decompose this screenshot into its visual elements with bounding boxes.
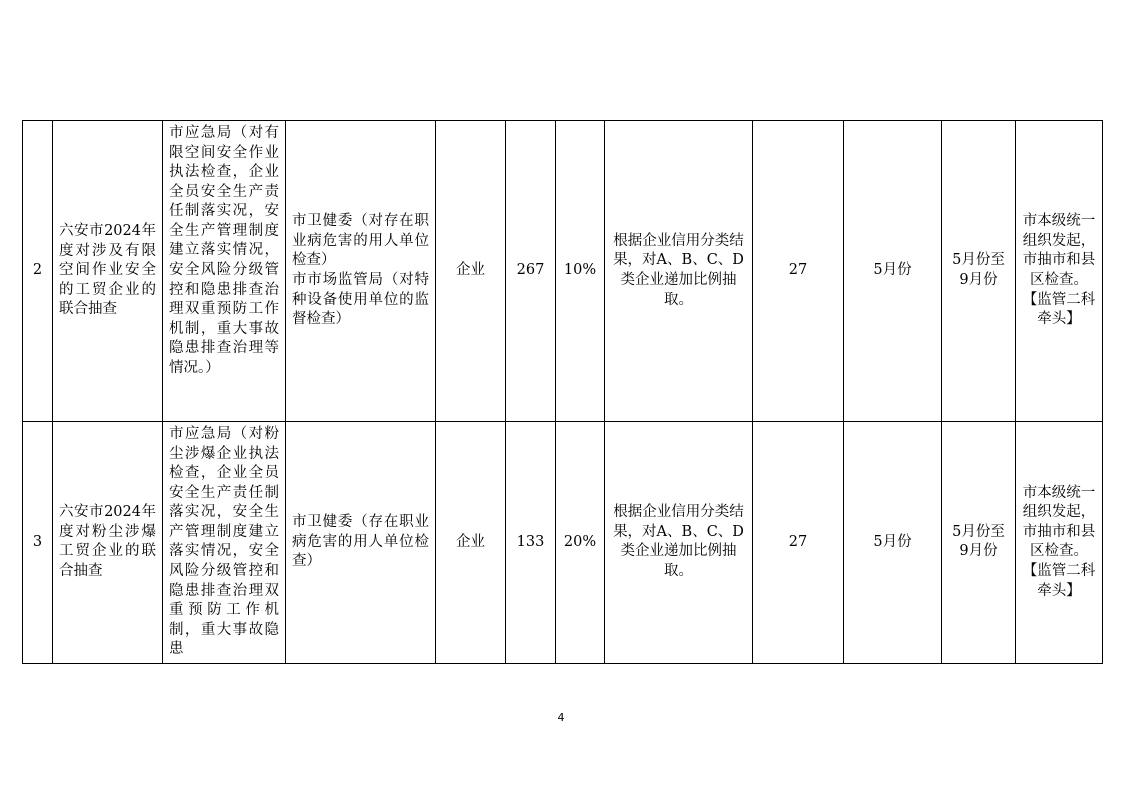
period-cell: 5月份至9月份	[942, 121, 1016, 422]
page-number: 4	[557, 711, 565, 724]
organizer-cell: 市本级统一组织发起，市抽市和县区检查。【监管二科牵头】	[1016, 121, 1103, 422]
sampling-ratio-cell: 20%	[556, 422, 605, 664]
inspection-object-cell: 企业	[436, 422, 506, 664]
inspection-content-cell: 市应急局（对有限空间安全作业执法检查，企业全员安全生产责任制落实况，安全生产管理制度建立落实情况，安全风险分级管控和隐患排查治理双重预防工作机制，重大事故隐患排查治理等情况。）	[163, 121, 286, 422]
row-number-cell: 2	[23, 121, 53, 422]
joint-departments-cell: 市卫健委（对存在职业病危害的用人单位检查） 市市场监管局（对特种设备使用单位的监督检查）	[286, 121, 436, 422]
row-number-cell: 3	[23, 422, 53, 664]
start-month-cell: 5月份	[844, 422, 942, 664]
table-row	[23, 121, 1103, 422]
enterprise-count-cell: 133	[506, 422, 556, 664]
task-name-cell: 六安市2024年度对涉及有限空间作业安全的工贸企业的联合抽查	[53, 121, 163, 422]
joint-departments-cell: 市卫健委（存在职业病危害的用人单位检查）	[286, 422, 436, 664]
organizer-cell: 市本级统一组织发起，市抽市和县区检查。【监管二科牵头】	[1016, 422, 1103, 664]
sampling-method-cell: 根据企业信用分类结果，对A、B、C、D类企业递加比例抽取。	[605, 121, 753, 422]
period-cell: 5月份至9月份	[942, 422, 1016, 664]
enterprise-count-cell: 267	[506, 121, 556, 422]
sampling-method-cell: 根据企业信用分类结果，对A、B、C、D类企业递加比例抽取。	[605, 422, 753, 664]
inspection-plan-table	[22, 120, 1103, 664]
sample-count-cell: 27	[753, 422, 844, 664]
inspection-content-cell: 市应急局（对粉尘涉爆企业执法检查，企业全员安全生产责任制落实况，安全生产管理制度建立落实情况，安全风险分级管控和隐患排查治理双重预防工作机制，重大事故隐患	[163, 422, 286, 664]
start-month-cell: 5月份	[844, 121, 942, 422]
task-name-cell: 六安市2024年度对粉尘涉爆工贸企业的联合抽查	[53, 422, 163, 664]
inspection-object-cell: 企业	[436, 121, 506, 422]
sample-count-cell: 27	[753, 121, 844, 422]
sampling-ratio-cell: 10%	[556, 121, 605, 422]
table-row	[23, 422, 1103, 664]
